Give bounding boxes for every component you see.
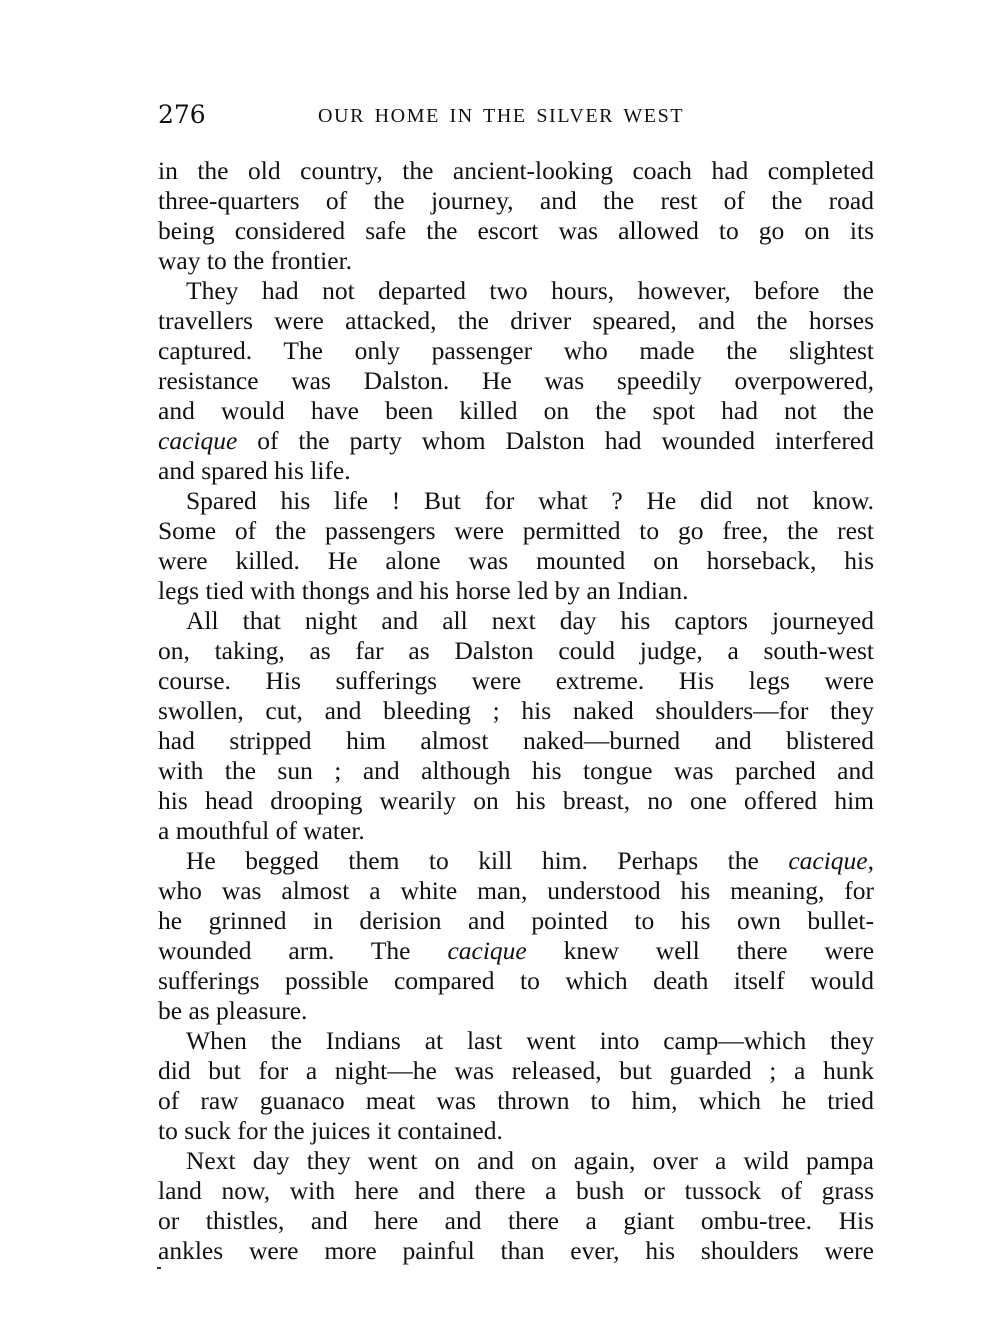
text-line: When the Indians at last went into camp—which they [186, 1026, 874, 1055]
text-line: way to the frontier. [158, 246, 353, 275]
text-line: sufferings possible compared to which death itself would [158, 966, 874, 995]
text-line: of raw guanaco meat was thrown to him, which he tried [158, 1086, 874, 1115]
text-line: They had not departed two hours, however, before the [186, 276, 874, 305]
print-mark [157, 1267, 161, 1269]
text-line: and would have been killed on the spot had not the [158, 396, 874, 425]
text-line: captured. The only passenger who made the slightest [158, 336, 874, 365]
line-fragment: , [867, 846, 874, 875]
line-fragment: wounded arm. The [158, 936, 411, 965]
body-text [158, 156, 874, 1266]
italic-term: cacique [788, 846, 868, 875]
text-line: Next day they went on and on again, over a wild pampa [186, 1146, 874, 1175]
text-line: being considered safe the escort was allowed to go on its [158, 216, 874, 245]
text-line: three-quarters of the journey, and the rest of the road [158, 186, 874, 215]
text-line: or thistles, and here and there a giant ombu-tree. His [158, 1206, 874, 1235]
text-line: did but for a night—he was released, but guarded ; a hunk [158, 1056, 874, 1085]
italic-term: cacique [158, 426, 238, 455]
text-line: who was almost a white man, understood his meaning, for [158, 876, 874, 905]
text-line: land now, with here and there a bush or tussock of grass [158, 1176, 874, 1205]
text-line: had stripped him almost naked—burned and blistered [158, 726, 874, 755]
line-fragment: knew well there were [563, 936, 875, 965]
text-line: resistance was Dalston. He was speedily overpowered, [158, 366, 874, 395]
text-line: on, taking, as far as Dalston could judge, a south-west [158, 636, 874, 665]
text-line: be as pleasure. [158, 996, 308, 1025]
text-line: swollen, cut, and bleeding ; his naked shoulders—for they [158, 696, 874, 725]
text-line: he grinned in derision and pointed to his own bullet- [158, 906, 874, 935]
text-line: Some of the passengers were permitted to go free, the rest [158, 516, 874, 545]
text-line: Spared his life ! But for what ? He did not know. [186, 486, 874, 515]
italic-term: cacique [447, 936, 527, 965]
text-line: to suck for the juices it contained. [158, 1116, 503, 1145]
page-header [158, 98, 874, 138]
text-line [158, 846, 874, 876]
text-line: course. His sufferings were extreme. His legs were [158, 666, 874, 695]
running-title: OUR HOME IN THE SILVER WEST [318, 105, 685, 127]
page-number: 276 [158, 100, 206, 129]
text-line: ankles were more painful than ever, his shoulders were [158, 1236, 874, 1265]
line-fragment: He begged them to kill him. Perhaps the [186, 846, 759, 875]
text-line: in the old country, the ancient-looking coach had completed [158, 156, 874, 185]
text-line: legs tied with thongs and his horse led by an Indian. [158, 576, 689, 605]
text-line [158, 936, 874, 966]
text-line [158, 426, 874, 456]
text-line: All that night and all next day his captors journeyed [186, 606, 874, 635]
text-line: and spared his life. [158, 456, 351, 485]
text-line: with the sun ; and although his tongue was parched and [158, 756, 874, 785]
text-line: a mouthful of water. [158, 816, 365, 845]
text-line: his head drooping wearily on his breast, no one offered him [158, 786, 874, 815]
text-line: travellers were attacked, the driver speared, and the horses [158, 306, 874, 335]
text-line: were killed. He alone was mounted on horseback, his [158, 546, 874, 575]
line-fragment: of the party whom Dalston had wounded interfered [257, 426, 874, 455]
